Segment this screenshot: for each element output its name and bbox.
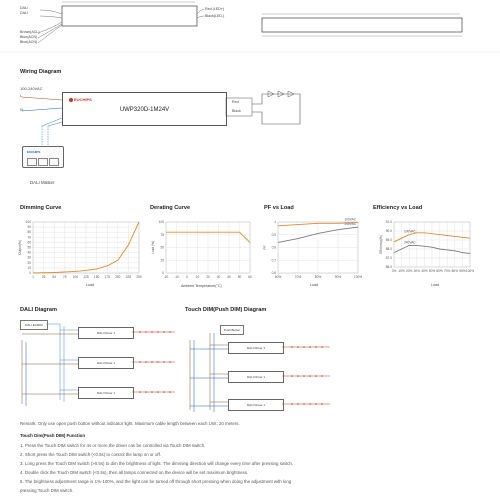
- x-tick-label: 60%: [436, 269, 443, 273]
- x-tick-label: 200: [115, 275, 121, 279]
- touch-bus: [190, 333, 228, 412]
- x-tick-label: 20%: [406, 269, 413, 273]
- brand-text: EUCHIPS: [74, 97, 92, 102]
- y-tick-label: 86.0: [385, 265, 392, 269]
- y-tick-label: 20: [27, 260, 31, 265]
- y-tick-label: 80: [27, 230, 31, 235]
- y-axis-label: Load (%): [151, 241, 155, 254]
- x-tick-label: 75: [63, 275, 67, 279]
- y-tick-label: 1: [274, 220, 276, 224]
- series-label: 240VAC: [344, 222, 356, 227]
- black-wire-label: Black: [232, 109, 241, 113]
- x-tick-label: 100: [72, 275, 79, 279]
- dali-driver-box: DALI Driver 1: [78, 357, 134, 369]
- y-tick-label: 70: [27, 235, 31, 240]
- y-tick-label: 50: [27, 245, 31, 250]
- x-tick-label: 40: [227, 275, 231, 279]
- touch-driver-box: DALI Driver 1: [228, 371, 284, 383]
- y-tick-label: 90.0: [385, 229, 392, 233]
- y-axis-label: Efficiency(%): [379, 235, 383, 254]
- driver-model: UWP320D-1M24V: [119, 107, 170, 113]
- x-tick-label: 60%: [274, 275, 282, 279]
- y-tick-label: 60: [27, 240, 31, 245]
- x-tick-label: 0: [186, 275, 188, 279]
- top-right-label-black: Black(LED-): [205, 14, 225, 18]
- x-tick-label: 25: [41, 275, 46, 279]
- dali-master-box: DALI ECM00: [20, 320, 48, 330]
- y-tick-label: 0.7: [271, 258, 276, 263]
- efficiency-load-title: Efficiency vs Load: [373, 205, 423, 211]
- x-tick-label: 90%: [459, 269, 466, 273]
- y-tick-label: 89.0: [385, 238, 392, 242]
- x-tick-label: 50: [237, 275, 242, 279]
- red-wire-label: Red: [232, 100, 239, 104]
- eff-xlabel: Load: [431, 283, 439, 287]
- x-tick-label: 40%: [421, 269, 428, 273]
- dali-bus: [22, 324, 78, 406]
- x-tick-label: 125: [83, 275, 89, 279]
- x-tick-label: 60: [248, 275, 252, 279]
- y-tick-label: 75: [160, 232, 164, 237]
- x-tick-label: 1: [32, 275, 34, 279]
- series-label: 240VAC: [404, 240, 416, 245]
- y-tick-label: 40: [27, 250, 31, 255]
- pf-load-title: PF vs Load: [264, 205, 294, 211]
- dali-driver-box: DALI Driver 1: [78, 327, 134, 339]
- wiring-diagram-title: Wiring Diagram: [20, 69, 62, 75]
- instruction-item-6: pressing Touch DIM switch.: [20, 488, 74, 493]
- instruction-item-5: 5. The brightness adjustment range is 1%-100%, and the light can be turned off through short pressing when doing the adjustment with long: [20, 479, 292, 484]
- top-left-label-4: Brown(ACL): [20, 30, 40, 34]
- dali-master-label: DALI Master: [30, 180, 55, 185]
- dimming-xlabel: Load: [86, 283, 94, 287]
- x-tick-label: 100%: [465, 269, 475, 273]
- instruction-item-4: 4. Double click the Touch DIM switch (<0.5s), then all lamps connected on the device will be set maximum brightness.: [20, 470, 249, 475]
- y-tick-label: 100: [158, 220, 164, 224]
- y-tick-label: 25: [160, 258, 164, 263]
- x-tick-label: 80%: [451, 269, 458, 273]
- instruction-item-1: 1. Press the Touch DIM switch for 4s or more,the driver can be controlled via Touch DIM switch.: [20, 443, 206, 448]
- touch-led-dots: [291, 346, 323, 405]
- y-tick-label: 50: [160, 245, 164, 250]
- remark-text: Remark: Only use open push button without indicator light. Maximum cable length between each Unit: 20 meters.: [20, 421, 240, 426]
- x-tick-label: 70%: [294, 275, 302, 279]
- y-tick-label: 0: [29, 271, 31, 275]
- touch-led-strips: [282, 347, 330, 404]
- y-tick-label: 0.6: [271, 271, 276, 275]
- y-tick-label: 90: [27, 225, 31, 230]
- x-tick-label: 100%: [353, 275, 363, 279]
- dimming-curve-title: Dimming Curve: [20, 205, 62, 211]
- pf-xlabel: Load: [310, 283, 318, 287]
- y-tick-label: 0.8: [271, 245, 276, 250]
- x-tick-label: 250: [136, 275, 142, 279]
- top-left-label-1: DALI: [20, 6, 28, 10]
- x-tick-label: 70%: [444, 269, 451, 273]
- x-tick-label: 30%: [413, 269, 420, 273]
- x-tick-label: 150: [93, 275, 100, 279]
- touch-driver-box: DALI Driver 1: [228, 399, 284, 411]
- derating-xlabel: Ambient Temperature(°C): [181, 284, 222, 288]
- y-tick-label: 91.0: [385, 220, 392, 224]
- x-tick-label: 80%: [314, 275, 322, 279]
- top-left-label-2: DALI: [20, 11, 28, 15]
- instruction-item-3: 3. Long press the Touch DIM switch (>0.5s) to dim the brightness of light. The dimming direction will change every time after pressing switch.: [20, 461, 294, 466]
- y-tick-label: 0: [162, 271, 164, 275]
- series-label: 100VAC: [344, 217, 356, 222]
- y-tick-label: 30: [27, 255, 31, 260]
- x-tick-label: -10: [174, 275, 179, 279]
- touch-diagram-title: Touch DIM(Push DIM) Diagram: [185, 307, 267, 313]
- y-tick-label: 87.0: [385, 256, 392, 260]
- top-left-label-6: Blue(ACN): [20, 40, 38, 44]
- x-tick-label: 175: [104, 275, 110, 279]
- input-voltage-label: 100-240VAC: [20, 86, 43, 91]
- x-tick-label: 10%: [398, 269, 405, 273]
- instructions-title: Touch Dim(Push DIM) Function: [20, 433, 86, 438]
- y-tick-label: 88.0: [385, 247, 392, 251]
- dali-led-strips: [132, 332, 175, 392]
- dali-master-brand: EUCHIPS: [27, 150, 41, 154]
- top-right-label-red: Red (LED+): [205, 7, 225, 11]
- y-axis-label: PF: [263, 245, 267, 250]
- push-button-box: Push Button: [220, 325, 244, 335]
- x-tick-label: 20: [206, 275, 210, 279]
- x-tick-label: 10: [195, 275, 200, 279]
- y-axis-label: Output(%): [18, 240, 22, 255]
- dali-driver-box: DALI Driver 1: [78, 387, 134, 399]
- l-label: L: [20, 93, 23, 98]
- y-tick-label: 100: [25, 220, 31, 224]
- derating-curve-title: Derating Curve: [150, 205, 191, 211]
- instruction-item-2: 2. Short press the Touch DIM switch (<0.5s) to control the lamp on or off.: [20, 452, 162, 457]
- y-tick-label: 0.9: [271, 232, 276, 237]
- x-tick-label: 225: [125, 275, 132, 279]
- n-label: N: [20, 107, 23, 112]
- x-tick-label: 90%: [334, 275, 342, 279]
- x-tick-label: 30: [216, 275, 221, 279]
- x-tick-label: -20: [163, 275, 169, 279]
- top-left-label-5: Blue(ACN): [20, 35, 38, 39]
- x-tick-label: 50: [52, 275, 56, 279]
- touch-driver-box: DALI Driver 1: [228, 342, 284, 354]
- x-tick-label: 0%: [391, 269, 397, 273]
- y-tick-label: 10: [27, 265, 31, 270]
- dali-diagram-title: DALI Diagram: [20, 307, 57, 313]
- series-label: 100VAC: [404, 229, 416, 234]
- x-tick-label: 50%: [428, 269, 436, 273]
